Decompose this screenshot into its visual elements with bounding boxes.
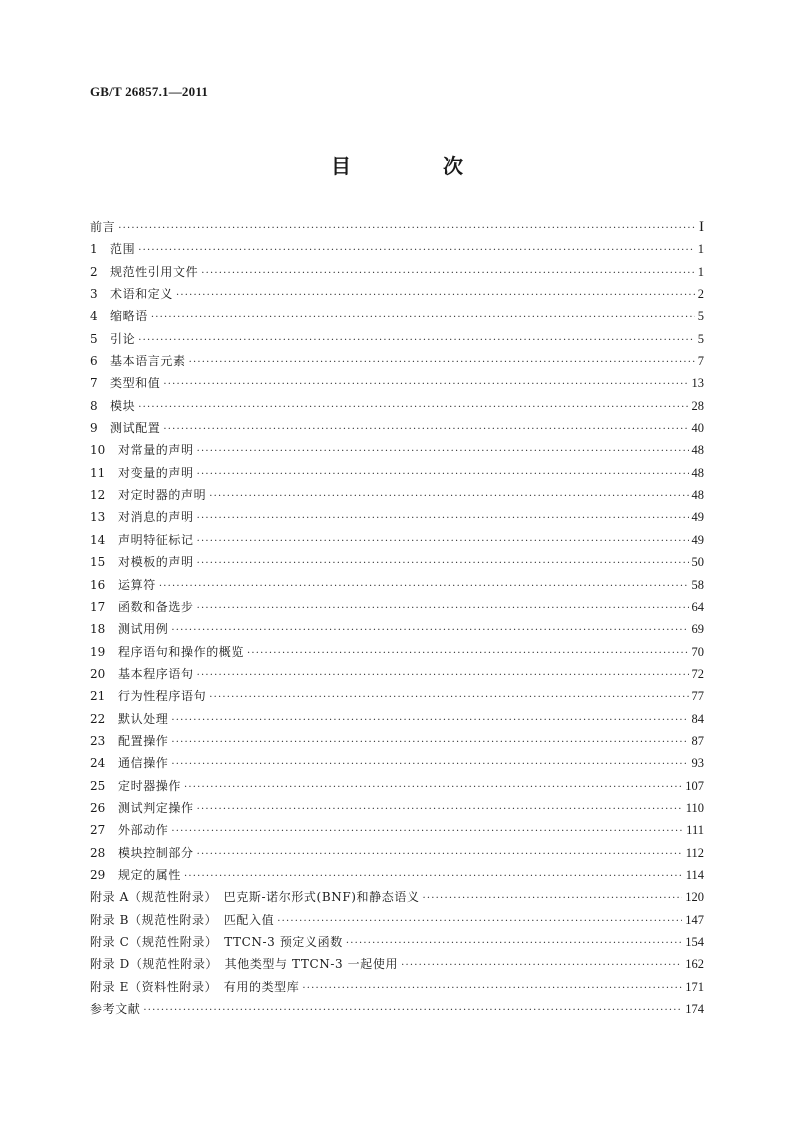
dot-leader (171, 620, 688, 642)
dot-leader (302, 978, 682, 1000)
toc-entry-page: 1 (697, 264, 704, 279)
toc-entry-number: 15 (90, 555, 106, 570)
toc-entry-page: 87 (691, 733, 704, 748)
toc-entry-number: 26 (90, 800, 106, 815)
dot-leader (401, 955, 682, 977)
toc-entry-title: 默认处理 (118, 711, 169, 726)
toc-entry-page: 48 (691, 488, 704, 503)
toc-entry-number: 12 (90, 488, 106, 503)
toc-entry-title: 附录 E（资料性附录） 有用的类型库 (90, 979, 300, 994)
toc-entry[interactable] (90, 574, 704, 596)
page-title: 目 次 (331, 154, 499, 178)
standard-number: GB/T 26857.1—2011 (90, 84, 209, 99)
toc-entry-number: 29 (90, 867, 106, 882)
toc-entry-page: 50 (691, 555, 704, 570)
toc-entry[interactable] (90, 998, 704, 1020)
toc-entry[interactable] (90, 417, 704, 439)
toc-entry-title: 配置操作 (118, 733, 169, 748)
toc-entry-title: 范围 (110, 242, 136, 257)
toc-entry[interactable] (90, 797, 704, 819)
toc-entry-title: 规范性引用文件 (110, 264, 199, 279)
toc-entry-page: 120 (685, 890, 704, 905)
toc-entry-title: 术语和定义 (110, 287, 174, 302)
toc-entry-title: 测试判定操作 (118, 800, 194, 815)
toc-entry-number: 22 (90, 711, 106, 726)
dot-leader (209, 486, 688, 508)
dot-leader (176, 285, 695, 307)
dot-leader (171, 732, 688, 754)
toc-entry-number: 7 (90, 376, 98, 391)
toc-entry[interactable] (90, 886, 704, 908)
toc-entry[interactable] (90, 641, 704, 663)
toc-entry-page: I (699, 219, 704, 235)
toc-entry-number: 13 (90, 510, 106, 525)
toc-entry[interactable] (90, 864, 704, 886)
toc-entry-title: 规定的属性 (118, 867, 182, 882)
toc-entry-number: 8 (90, 398, 98, 413)
toc-entry[interactable] (90, 842, 704, 864)
toc-entry[interactable] (90, 305, 704, 327)
toc-entry-title: 声明特征标记 (118, 532, 194, 547)
dot-leader (197, 799, 683, 821)
toc-entry[interactable] (90, 462, 704, 484)
toc-entry-number: 25 (90, 778, 106, 793)
dot-leader (171, 754, 688, 776)
toc-entry[interactable] (90, 618, 704, 640)
toc-entry-page: 112 (685, 845, 704, 860)
toc-entry-page: 5 (697, 331, 704, 346)
toc-entry-page: 48 (691, 465, 704, 480)
dot-leader (184, 866, 683, 888)
toc-entry-page: 58 (691, 577, 704, 592)
toc-entry-title: 缩略语 (110, 309, 148, 324)
toc-entry-title: 前言 (90, 220, 116, 234)
toc-entry-title: 函数和备选步 (118, 599, 194, 614)
toc-entry-page: 162 (685, 957, 704, 972)
toc-entry-number: 1 (90, 242, 98, 257)
toc-entry-number: 16 (90, 577, 106, 592)
toc-entry-title: 行为性程序语句 (118, 689, 207, 704)
dot-leader (201, 263, 695, 285)
toc-entry-number: 4 (90, 309, 98, 324)
toc-entry-title: 对定时器的声明 (118, 488, 207, 503)
toc-entry-number: 17 (90, 599, 106, 614)
toc-entry[interactable] (90, 976, 704, 998)
dot-leader (197, 441, 689, 463)
toc-entry[interactable] (90, 350, 704, 372)
toc-entry-title: 附录 A（规范性附录） 巴克斯-诺尔形式(BNF)和静态语义 (90, 890, 420, 905)
dot-leader (197, 464, 689, 486)
toc-entry-page: 107 (685, 778, 704, 793)
toc-entry-number: 27 (90, 823, 106, 838)
toc-entry[interactable] (90, 775, 704, 797)
dot-leader (197, 598, 689, 620)
toc-entry-number: 28 (90, 845, 106, 860)
dot-leader (346, 933, 682, 955)
toc-entry-page: 70 (691, 644, 704, 659)
dot-leader (118, 218, 696, 240)
toc-entry-title: 基本程序语句 (118, 666, 194, 681)
toc-entry-page: 7 (697, 354, 704, 369)
toc-entry-title: 程序语句和操作的概览 (118, 644, 245, 659)
toc-entry[interactable] (90, 931, 704, 953)
dot-leader (171, 710, 688, 732)
toc-entry[interactable] (90, 708, 704, 730)
toc-entry-number: 6 (90, 354, 98, 369)
toc-entry-page: 110 (685, 800, 704, 815)
toc-entry[interactable] (90, 953, 704, 975)
dot-leader (163, 374, 688, 396)
dot-leader (197, 508, 689, 530)
toc-entry-page: 49 (691, 510, 704, 525)
dot-leader (138, 330, 695, 352)
toc-entry-page: 1 (697, 242, 704, 257)
dot-leader (209, 687, 688, 709)
toc-entry-number: 3 (90, 287, 98, 302)
toc-entry[interactable] (90, 216, 704, 238)
toc-entry[interactable] (90, 372, 704, 394)
toc-entry[interactable] (90, 238, 704, 260)
toc-entry-page: 174 (685, 1002, 704, 1017)
toc-entry[interactable] (90, 663, 704, 685)
dot-leader (143, 1000, 682, 1022)
toc-entry[interactable] (90, 395, 704, 417)
toc-entry-page: 13 (691, 376, 704, 391)
toc-entry-number: 20 (90, 666, 106, 681)
dot-leader (189, 352, 695, 374)
toc-entry-page: 84 (691, 711, 704, 726)
toc-entry-title: 测试用例 (118, 622, 169, 637)
toc-entry-page: 154 (685, 935, 704, 949)
toc-entry-page: 77 (691, 689, 704, 704)
toc-entry-title: 类型和值 (110, 376, 161, 391)
toc-entry[interactable] (90, 283, 704, 305)
toc-entry-title: 外部动作 (118, 823, 169, 838)
toc-entry[interactable] (90, 819, 704, 841)
toc-entry-page: 64 (691, 599, 704, 614)
toc-entry-title: 附录 D（规范性附录） 其他类型与 TTCN-3 一起使用 (90, 957, 399, 972)
toc-entry-number: 23 (90, 733, 106, 748)
toc-entry-number: 14 (90, 532, 106, 547)
toc-entry-number: 11 (90, 465, 106, 480)
toc-entry-title: 参考文献 (90, 1002, 141, 1017)
dot-leader (423, 888, 683, 910)
toc-entry-number: 2 (90, 264, 98, 279)
toc-entry-page: 111 (686, 823, 704, 838)
toc-entry-title: 附录 C（规范性附录） TTCN-3 预定义函数 (90, 935, 343, 949)
dot-leader (247, 643, 688, 665)
dot-leader (197, 531, 689, 553)
toc-entry-page: 5 (697, 309, 704, 324)
toc-entry-number: 9 (90, 421, 98, 436)
dot-leader (163, 419, 688, 441)
toc-entry-title: 附录 B（规范性附录） 匹配入值 (90, 912, 275, 927)
toc-entry[interactable] (90, 730, 704, 752)
toc-entry-title: 对常量的声明 (118, 443, 194, 458)
dot-leader (159, 576, 689, 598)
toc-entry[interactable] (90, 484, 704, 506)
toc-entry-page: 114 (685, 867, 704, 882)
toc-entry-title: 对模板的声明 (118, 555, 194, 570)
toc-entry-page: 2 (697, 287, 704, 302)
toc-entry-title: 运算符 (118, 577, 156, 592)
toc-entry[interactable] (90, 261, 704, 283)
toc-entry-page: 171 (685, 979, 704, 994)
dot-leader (171, 821, 683, 843)
toc-entry[interactable] (90, 328, 704, 350)
toc-entry-title: 对变量的声明 (118, 465, 194, 480)
dot-leader (197, 665, 689, 687)
toc-entry[interactable] (90, 529, 704, 551)
toc-entry-number: 21 (90, 689, 106, 704)
toc-entry-number: 18 (90, 622, 106, 637)
dot-leader (138, 240, 695, 262)
toc-entry-page: 40 (691, 421, 704, 436)
toc-entry-title: 模块控制部分 (118, 845, 194, 860)
toc-entry-title: 测试配置 (110, 421, 161, 436)
dot-leader (197, 844, 683, 866)
toc-entry[interactable] (90, 752, 704, 774)
toc-entry-page: 28 (691, 398, 704, 413)
toc-entry-number: 24 (90, 756, 106, 771)
toc-entry[interactable] (90, 551, 704, 573)
dot-leader (197, 553, 689, 575)
table-of-contents (90, 216, 704, 1020)
toc-entry[interactable] (90, 685, 704, 707)
toc-entry[interactable] (90, 506, 704, 528)
dot-leader (138, 397, 688, 419)
toc-entry-title: 定时器操作 (118, 778, 182, 793)
toc-entry-title: 对消息的声明 (118, 510, 194, 525)
toc-entry-title: 模块 (110, 398, 136, 413)
toc-entry-title: 引论 (110, 331, 136, 346)
toc-entry-page: 49 (691, 532, 704, 547)
toc-entry-page: 93 (691, 756, 704, 771)
toc-entry-title: 通信操作 (118, 756, 169, 771)
toc-entry-page: 72 (691, 666, 704, 681)
dot-leader (151, 307, 695, 329)
toc-entry-number: 19 (90, 644, 106, 659)
toc-entry-number: 5 (90, 331, 98, 346)
toc-entry[interactable] (90, 439, 704, 461)
toc-entry-number: 10 (90, 443, 106, 458)
dot-leader (277, 911, 682, 933)
toc-entry-page: 147 (685, 912, 704, 927)
toc-entry-page: 69 (691, 622, 704, 637)
dot-leader (184, 777, 682, 799)
toc-entry[interactable] (90, 909, 704, 931)
toc-entry-title: 基本语言元素 (110, 354, 186, 369)
toc-entry[interactable] (90, 596, 704, 618)
toc-entry-page: 48 (691, 443, 704, 458)
